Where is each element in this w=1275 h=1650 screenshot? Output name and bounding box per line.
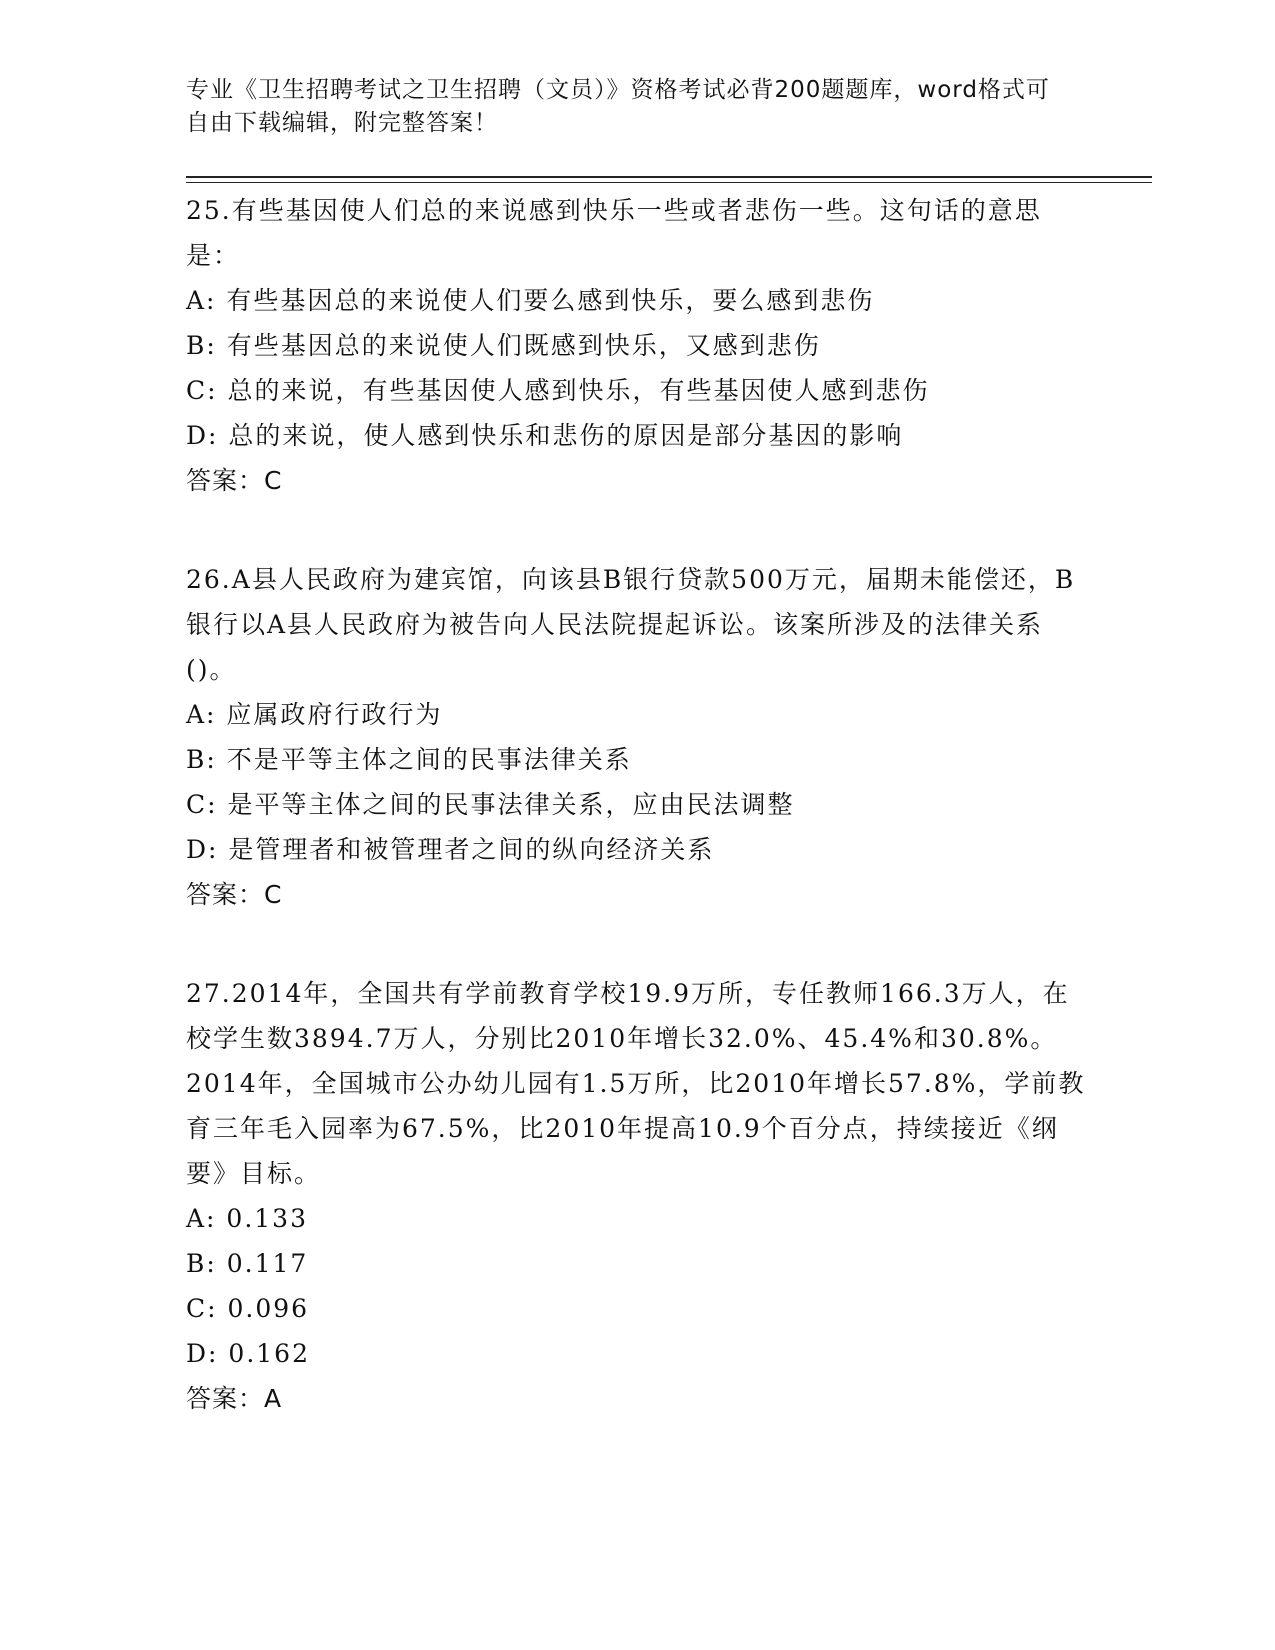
answer-line: 答案：C bbox=[186, 466, 283, 495]
question-stem: 27.2014年，全国共有学前教育学校19.9万所，专任教师166.3万人，在校学生数3894.7万人，分别比2010年增长32.0%、45.4%和30.8%。2014年，全国城市公办幼儿园有1.5万所，比2010年增长57.8%，学前教育三年毛入园率为67.5%，比2010年提高10.9个百分点，持续接近《纲要》目标。 bbox=[186, 979, 1086, 1188]
option-b: B: 有些基因总的来说使人们既感到快乐，又感到悲伤 bbox=[186, 331, 821, 360]
document-header: 专业《卫生招聘考试之卫生招聘（文员）》资格考试必背200题题库，word格式可自由下载编辑，附完整答案！ bbox=[186, 77, 1050, 136]
header-divider-thick bbox=[186, 176, 1152, 178]
option-d: D: 0.162 bbox=[186, 1339, 310, 1368]
answer-line: 答案：A bbox=[186, 1384, 283, 1413]
option-b: B: 不是平等主体之间的民事法律关系 bbox=[186, 745, 632, 774]
question-25 bbox=[186, 188, 1086, 503]
question-list bbox=[186, 188, 1086, 1475]
question-26 bbox=[186, 557, 1086, 917]
question-27 bbox=[186, 971, 1086, 1421]
option-c: C: 总的来说，有些基因使人感到快乐，有些基因使人感到悲伤 bbox=[186, 376, 930, 405]
answer-line: 答案：C bbox=[186, 880, 283, 909]
option-b: B: 0.117 bbox=[186, 1249, 309, 1278]
question-stem: 25.有些基因使人们总的来说感到快乐一些或者悲伤一些。这句话的意思是： bbox=[186, 196, 1042, 270]
option-d: D: 总的来说，使人感到快乐和悲伤的原因是部分基因的影响 bbox=[186, 421, 904, 450]
header-divider-thin bbox=[186, 182, 1152, 183]
question-stem: 26.A县人民政府为建宾馆，向该县B银行贷款500万元，届期未能偿还，B银行以A县人民政府为被告向人民法院提起诉讼。该案所涉及的法律关系()。 bbox=[186, 565, 1076, 684]
option-c: C: 是平等主体之间的民事法律关系，应由民法调整 bbox=[186, 790, 795, 819]
option-a: A: 应属政府行政行为 bbox=[186, 700, 443, 729]
option-a: A: 有些基因总的来说使人们要么感到快乐，要么感到悲伤 bbox=[186, 286, 875, 315]
option-c: C: 0.096 bbox=[186, 1294, 310, 1323]
option-a: A: 0.133 bbox=[186, 1204, 308, 1233]
option-d: D: 是管理者和被管理者之间的纵向经济关系 bbox=[186, 835, 715, 864]
